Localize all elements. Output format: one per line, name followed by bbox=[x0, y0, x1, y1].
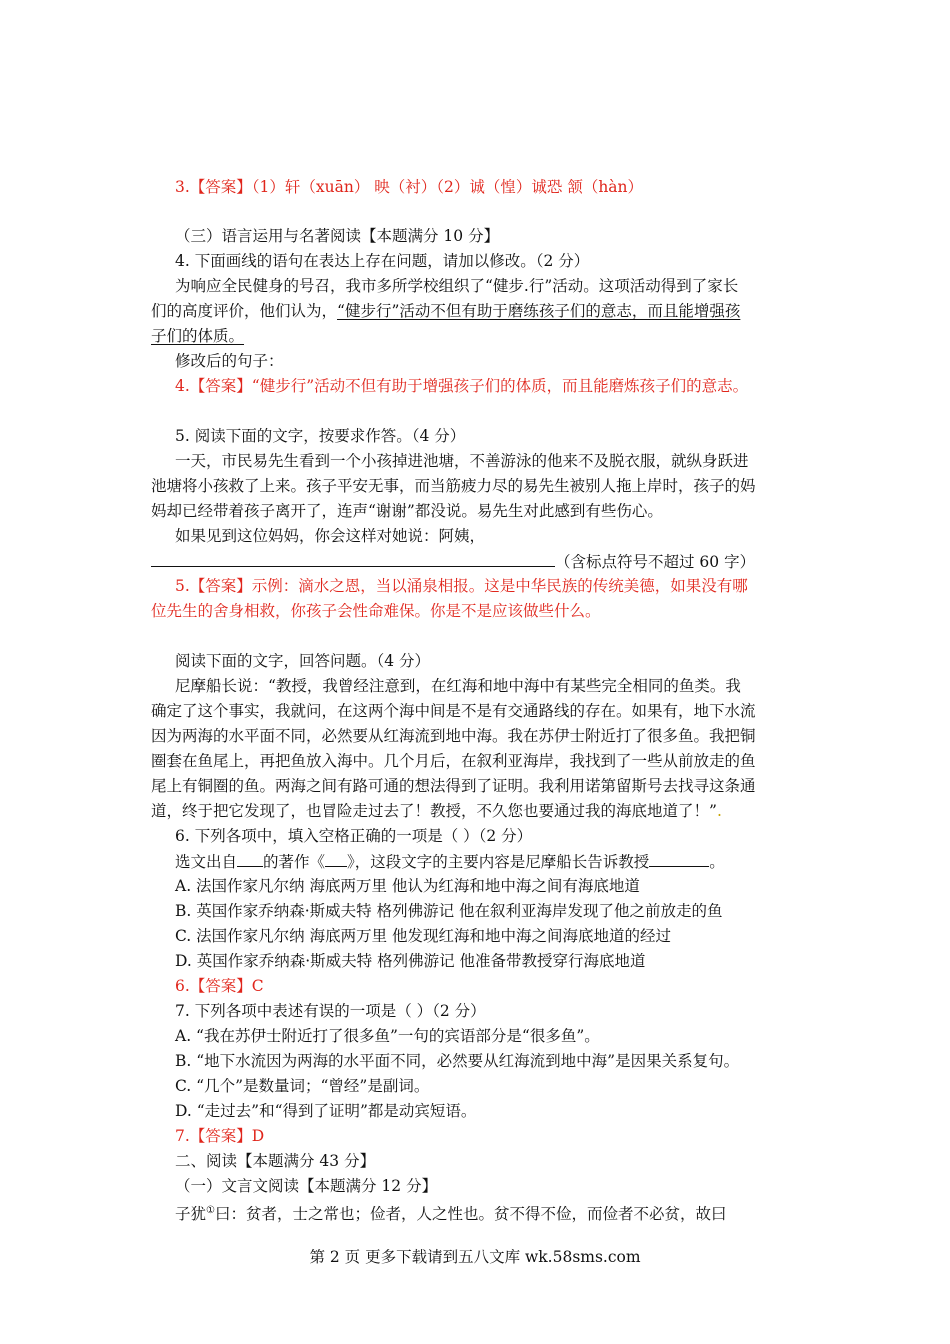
q4-paragraph-line1: 为响应全民健身的号召，我市多所学校组织了“健步.行”活动。这项活动得到了家长 bbox=[175, 277, 739, 295]
classical-text-line bbox=[175, 1201, 727, 1224]
q6-stem: 6. 下列各项中，填入空格正确的一项是（ ）（2 分） bbox=[175, 827, 533, 845]
reading-line6-text: 道，终于把它发现了，也冒险走过去了！教授，不久您也要通过我的海底地道了！” bbox=[151, 802, 717, 820]
section3-title: （三）语言运用与名著阅读【本题满分 10 分】 bbox=[175, 227, 500, 245]
q6-fill-text-c: 》，这段文字的主要内容是尼摩船长告诉教授 bbox=[347, 853, 650, 871]
q6-fill-text-d: 。 bbox=[709, 853, 725, 871]
q3-answer: 3.【答案】（1）轩（xuān） 映（衬）（2）诚（惶）诚恐 颔（hàn） bbox=[175, 178, 644, 196]
q5-prompt: 如果见到这位妈妈，你会这样对她说：阿姨， bbox=[175, 527, 486, 545]
reading-line6 bbox=[151, 801, 722, 821]
classical-text-b: 曰：贫者，士之常也；俭者，人之性也。贫不得不俭，而俭者不必贫，故曰 bbox=[214, 1205, 727, 1224]
q5-limit-note: （含标点符号不超过 60 字） bbox=[555, 553, 756, 571]
footnote-marker: ① bbox=[206, 1205, 215, 1216]
q6-option-c: C. 法国作家凡尔纳 海底两万里 他发现红海和地中海之间海底地道的经过 bbox=[175, 927, 672, 945]
q4-underlined-sentence: “健步行”活动不但有助于磨练孩子们的意志，而且能增强孩 bbox=[337, 302, 741, 320]
q5-answer-line1: 5.【答案】示例：滴水之恩，当以涌泉相报。这是中华民族的传统美德，如果没有哪 bbox=[175, 577, 748, 595]
q5-stem: 5. 阅读下面的文字，按要求作答。（4 分） bbox=[175, 427, 466, 445]
q5-paragraph-line3: 妈却已经带着孩子离开了，连声“谢谢”都没说。易先生对此感到有些伤心。 bbox=[151, 502, 663, 520]
q5-answer-line bbox=[151, 551, 755, 572]
stray-mark: . bbox=[716, 802, 722, 820]
page-footer: 第 2 页 更多下载请到五八文库 wk.58sms.com bbox=[309, 1248, 641, 1266]
q4-paragraph-plain: 们的高度评价，他们认为， bbox=[151, 302, 338, 320]
q6-option-d: D. 英国作家乔纳森·斯威夫特 格列佛游记 他准备带教授穿行海底地道 bbox=[175, 952, 646, 970]
q4-answer: 4.【答案】“健步行”活动不但有助于增强孩子们的体质，而且能磨炼孩子们的意志。 bbox=[175, 377, 749, 395]
reading-line3: 因为两海的水平面不同，必然要从红海流到地中海。我在苏伊士附近打了很多鱼。我把铜 bbox=[151, 727, 756, 745]
q5-paragraph-line1: 一天，市民易先生看到一个小孩掉进池塘，不善游泳的他来不及脱衣服，就纵身跃进 bbox=[175, 452, 749, 470]
q7-option-b: B. “地下水流因为两海的水平面不同，必然要从红海流到地中海”是因果关系复句。 bbox=[175, 1052, 740, 1070]
q6-option-a: A. 法国作家凡尔纳 海底两万里 他认为红海和地中海之间有海底地道 bbox=[175, 877, 640, 895]
reading-line2: 确定了这个事实，我就问，在这两个海中间是不是有交通路线的存在。如果有，地下水流 bbox=[151, 702, 756, 720]
classical-text-a: 子犹 bbox=[175, 1205, 207, 1224]
reading-line5: 尾上有铜圈的鱼。两海之间有路可通的想法得到了证明。我利用诺第留斯号去找寻这条通 bbox=[151, 777, 756, 795]
q7-answer: 7.【答案】D bbox=[175, 1127, 265, 1145]
q6-blank-book[interactable] bbox=[325, 851, 347, 867]
reading-line4: 圈套在鱼尾上，再把鱼放入海中。几个月后，在叙利亚海岸，我找到了一些从前放走的鱼 bbox=[151, 752, 756, 770]
reading-line1: 尼摩船长说：“教授，我曾经注意到，在红海和地中海中有某些完全相同的鱼类。我 bbox=[175, 677, 741, 695]
q6-blank-content[interactable] bbox=[649, 851, 709, 867]
q7-option-a: A. “我在苏伊士附近打了很多鱼”一句的宾语部分是“很多鱼”。 bbox=[175, 1027, 600, 1045]
q5-paragraph-line2: 池塘将小孩救了上来。孩子平安无事，而当筋疲力尽的易先生被别人拖上岸时，孩子的妈 bbox=[151, 477, 756, 495]
answer-blank[interactable] bbox=[151, 551, 555, 567]
q4-paragraph-line3 bbox=[151, 326, 244, 346]
q7-option-c: C. “几个”是数量词；“曾经”是副词。 bbox=[175, 1077, 430, 1095]
section-reading-title: 二、阅读【本题满分 43 分】 bbox=[175, 1152, 376, 1170]
q4-stem: 4. 下面画线的语句在表达上存在问题，请加以修改。（2 分） bbox=[175, 252, 590, 270]
q4-paragraph-line2 bbox=[151, 301, 740, 321]
q6-blank-author[interactable] bbox=[237, 851, 263, 867]
q6-answer: 6.【答案】C bbox=[175, 977, 264, 995]
q6-fill-sentence bbox=[175, 851, 725, 872]
q4-underlined-sentence-end: 子们的体质。 bbox=[151, 327, 245, 345]
q5-answer-line2: 位先生的舍身相救，你孩子会性命难保。你是不是应该做些什么。 bbox=[151, 602, 601, 620]
q6-option-b: B. 英国作家乔纳森·斯威夫特 格列佛游记 他在叙利亚海岸发现了他之前放走的鱼 bbox=[175, 902, 723, 920]
section-classical-title: （一）文言文阅读【本题满分 12 分】 bbox=[175, 1177, 438, 1195]
q7-stem: 7. 下列各项中表述有误的一项是（ ）（2 分） bbox=[175, 1002, 486, 1020]
q6-fill-text-a: 选文出自 bbox=[175, 853, 238, 871]
q6-fill-text-b: 的著作《 bbox=[263, 853, 326, 871]
reading-intro: 阅读下面的文字，回答问题。（4 分） bbox=[175, 652, 431, 670]
q4-revise-label: 修改后的句子： bbox=[175, 352, 284, 370]
q7-option-d: D. “走过去”和“得到了证明”都是动宾短语。 bbox=[175, 1102, 477, 1120]
